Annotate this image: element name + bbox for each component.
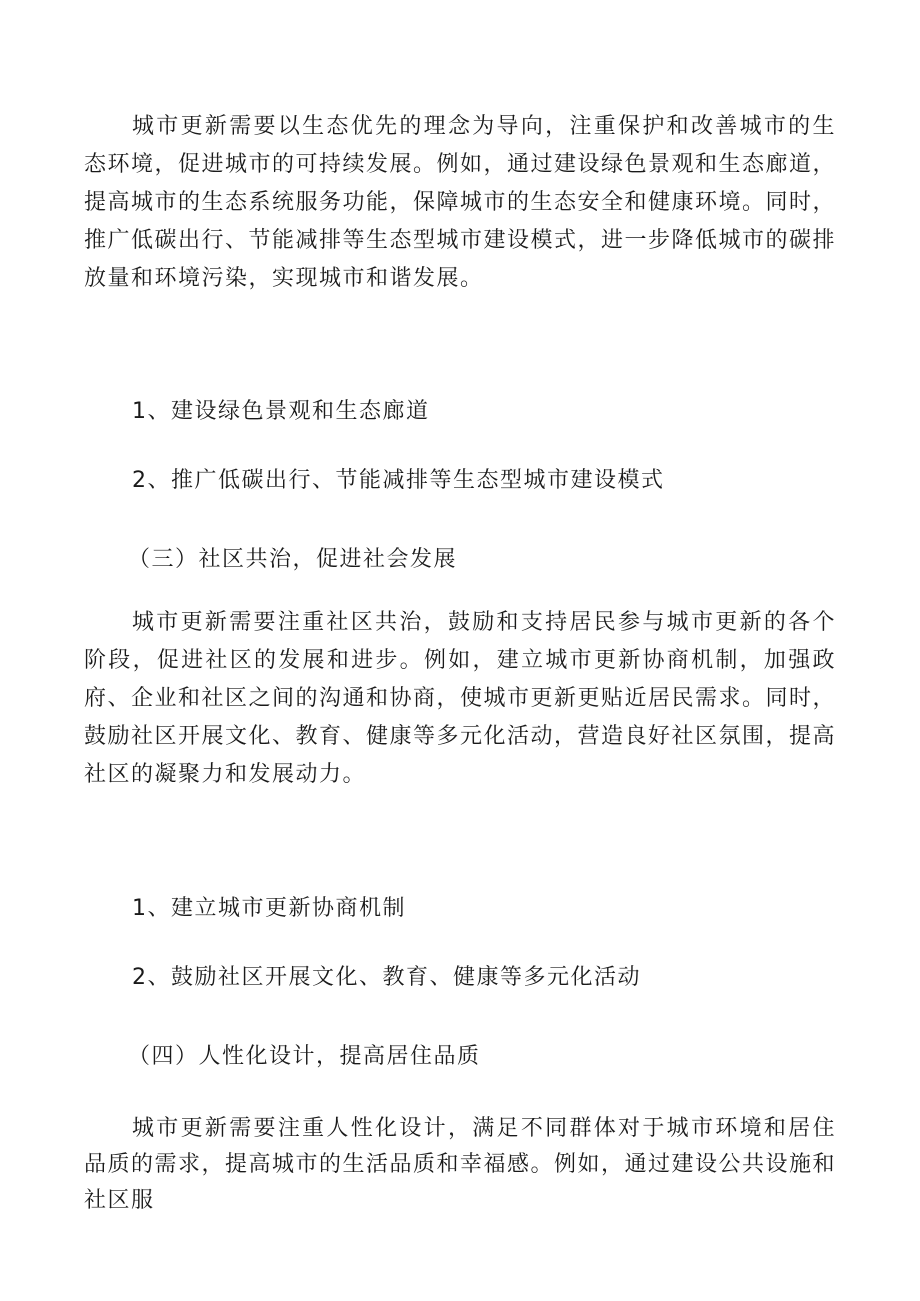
section-heading-community-governance: （三）社区共治，促进社会发展: [128, 547, 458, 572]
body-paragraph-humanized-design: 城市更新需要注重人性化设计，满足不同群体对于城市环境和居住品质的需求，提高城市的生活品质和幸福感。例如，通过建设公共设施和社区服: [84, 1116, 837, 1213]
list-item-community-activities: 2、鼓励社区开展文化、教育、健康等多元化活动: [132, 965, 641, 990]
body-paragraph-ecology: 城市更新需要以生态优先的理念为导向，注重保护和改善城市的生态环境，促进城市的可持续发展。例如，通过建设绿色景观和生态廊道，提高城市的生态系统服务功能，保障城市的生态安全和健康环境。同时，推广低碳出行、节能减排等生态型城市建设模式，进一步降低城市的碳排放量和环境污染，实现城市和谐发展。: [84, 114, 837, 291]
section-heading-humanized-design: （四）人性化设计，提高居住品质: [128, 1044, 481, 1069]
body-paragraph-community: 城市更新需要注重社区共治，鼓励和支持居民参与城市更新的各个阶段，促进社区的发展和进步。例如，建立城市更新协商机制，加强政府、企业和社区之间的沟通和协商，使城市更新更贴近居民需求。同时，鼓励社区开展文化、教育、健康等多元化活动，营造良好社区氛围，提高社区的凝聚力和发展动力。: [84, 610, 837, 787]
list-item-green-landscape: 1、建设绿色景观和生态廊道: [132, 399, 430, 424]
list-item-low-carbon: 2、推广低碳出行、节能减排等生态型城市建设模式: [132, 468, 665, 493]
list-item-consultation-mechanism: 1、建立城市更新协商机制: [132, 896, 406, 921]
